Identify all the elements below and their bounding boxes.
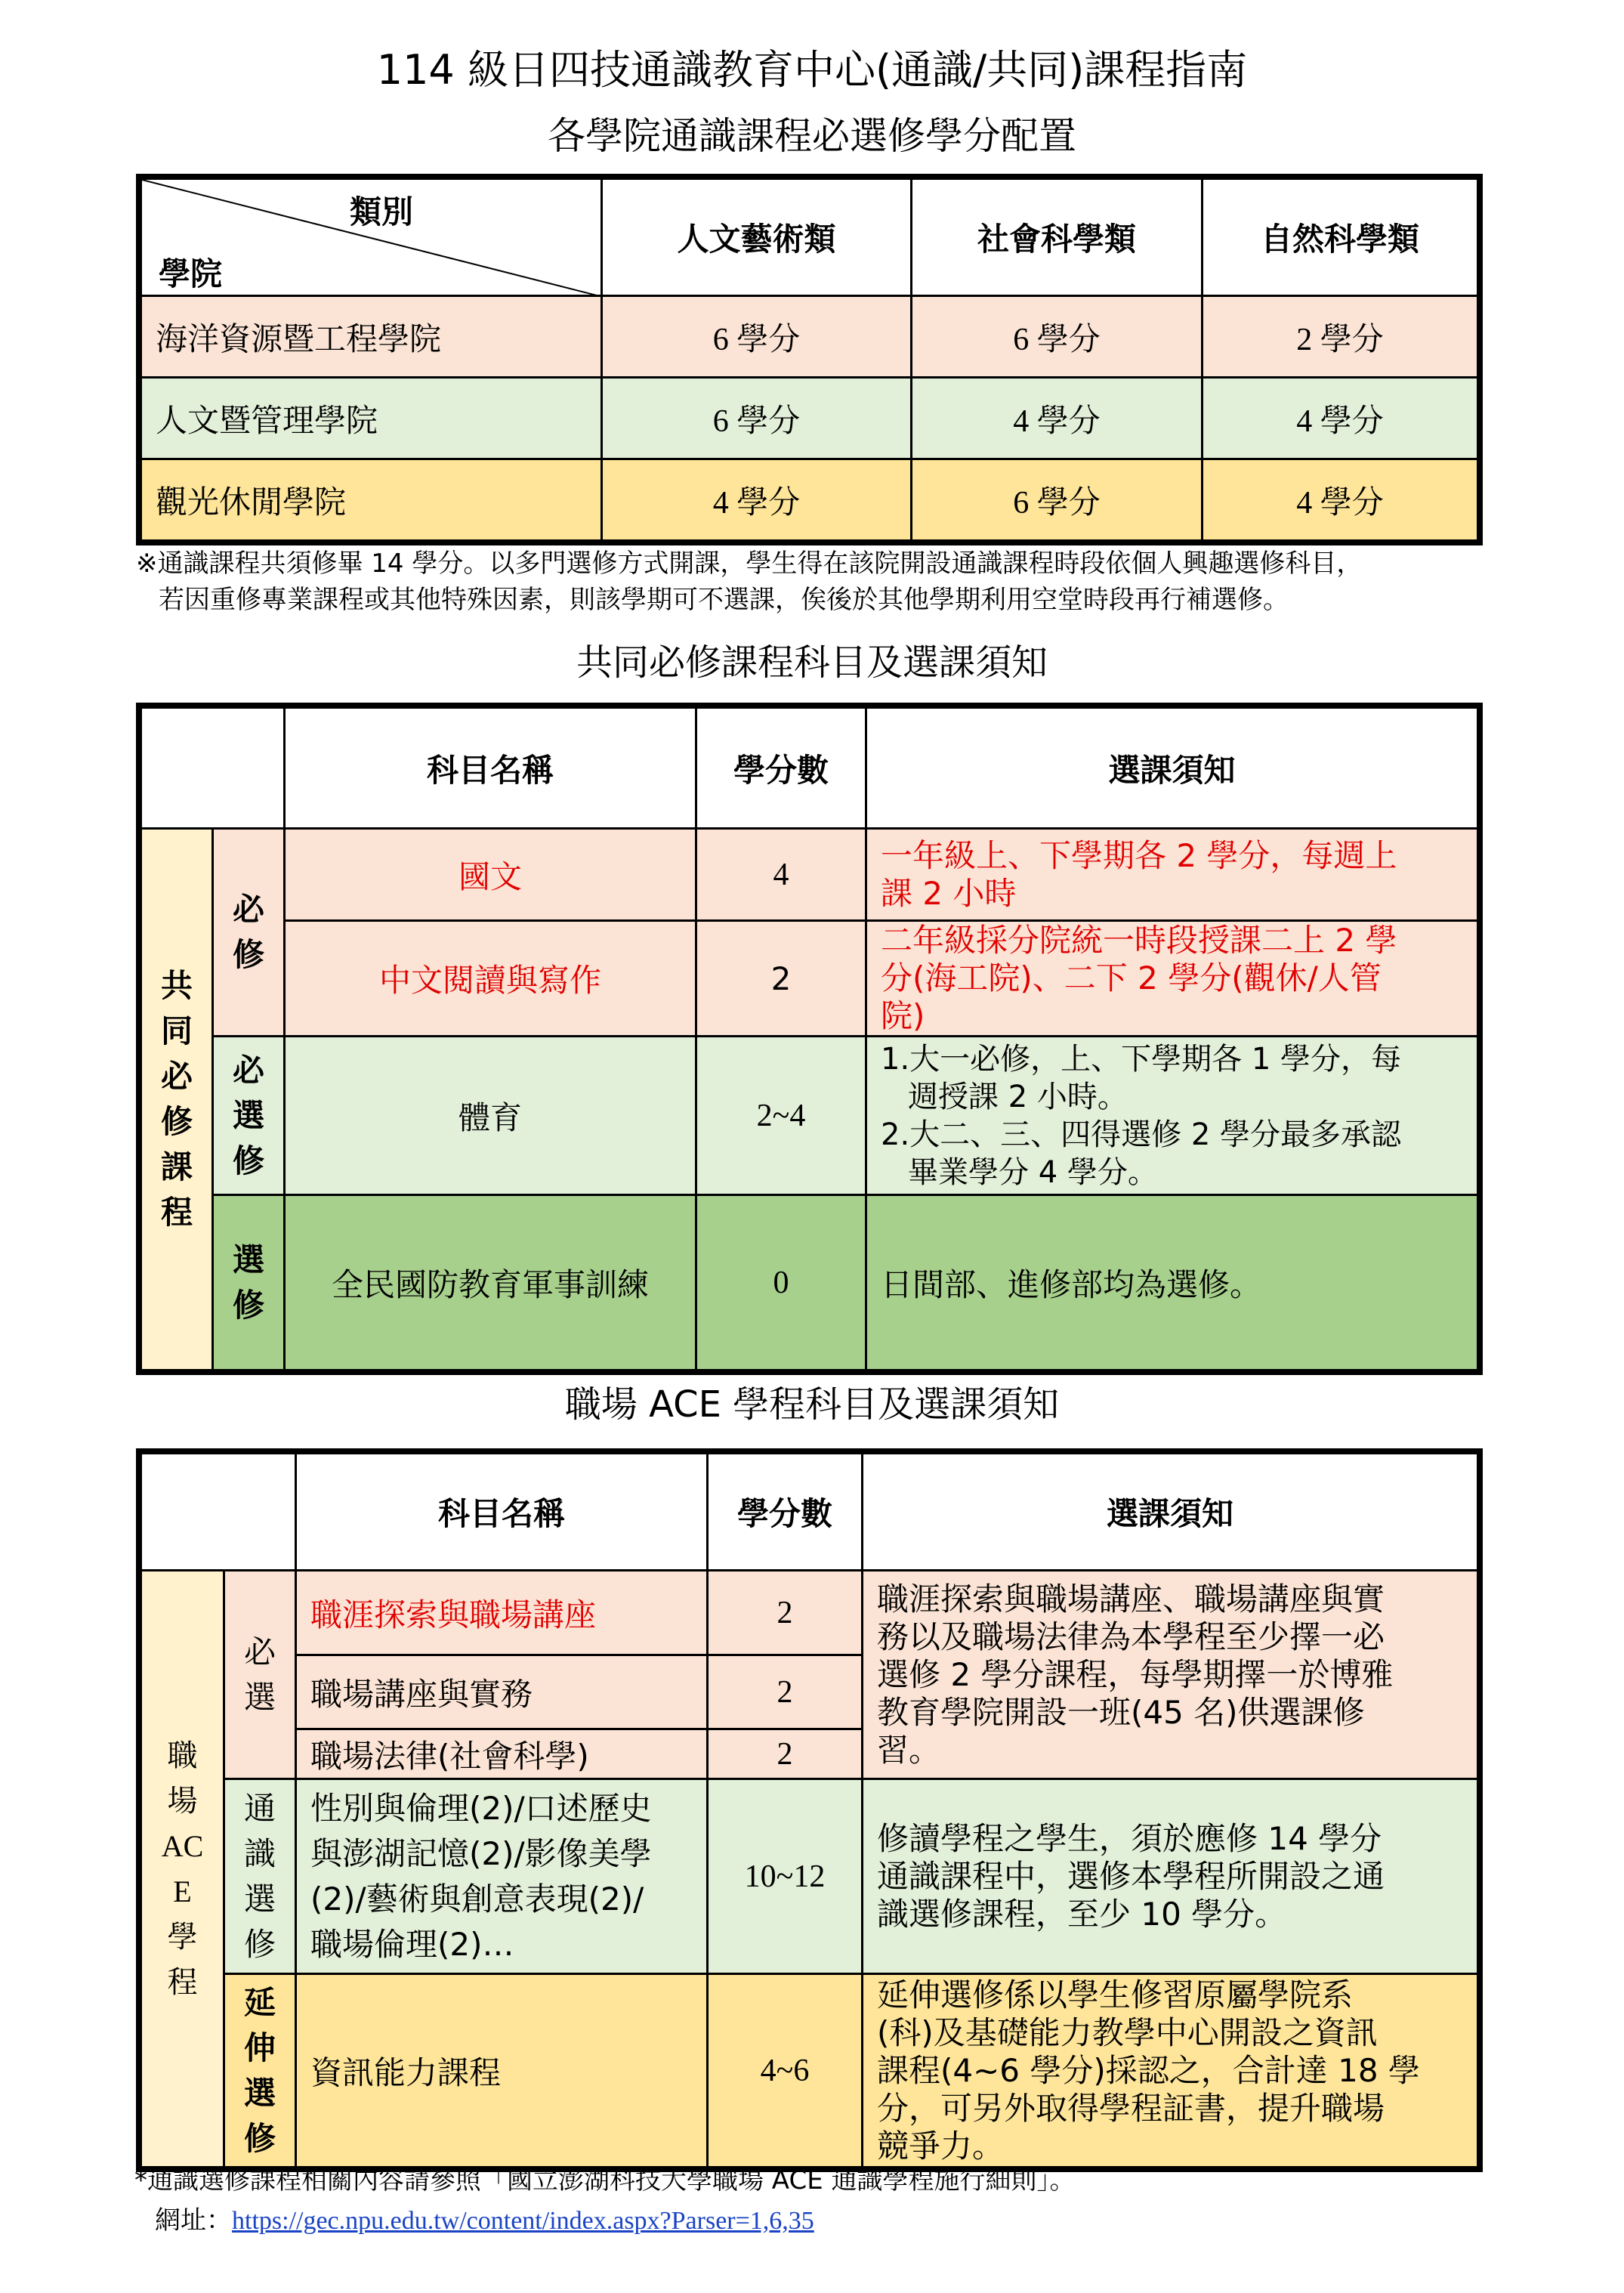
elective-required-label: 必 選 修 <box>213 1037 285 1195</box>
header-college: 學院 <box>159 255 223 292</box>
footer-note: *通識選修課程相關內容請參照「國立澎湖科技大學職場 ACE 通識學程施行細則」。 <box>134 2165 1076 2196</box>
course-credits: 2 <box>708 1571 863 1655</box>
college-name: 海洋資源暨工程學院 <box>141 296 602 378</box>
credit-value: 4 學分 <box>602 459 912 541</box>
credit-value: 4 學分 <box>912 378 1203 459</box>
common-required-table <box>140 706 1479 1371</box>
header-credits: 學分數 <box>696 708 866 829</box>
footer-url-label: 網址： <box>155 2205 232 2236</box>
elective-label: 選 修 <box>213 1195 285 1371</box>
group-label: 職 場 AC E 學 程 <box>141 1571 224 2168</box>
course-name: 性別與倫理(2)/口述歷史 與澎湖記憶(2)/影像美學 (2)/藝術與創意表現(2)/ 職場倫理(2)… <box>296 1779 708 1974</box>
credit-value: 6 學分 <box>602 378 912 459</box>
diagonal-header-cell <box>141 179 602 296</box>
table-row <box>141 459 1478 541</box>
college-name: 觀光休閒學院 <box>141 459 602 541</box>
course-credits: 4~6 <box>708 1974 863 2168</box>
table-row <box>141 1779 1478 1974</box>
section-title: 職場 ACE 學程科目及選課須知 <box>564 1383 1060 1426</box>
required-select-label: 必 選 <box>224 1571 296 1779</box>
header-category: 類別 <box>350 193 414 230</box>
table-row <box>141 1571 1478 1655</box>
ext-elective-label: 延 伸 選 修 <box>224 1974 296 2168</box>
note-line: ※通識課程共須修畢 14 學分。以多門選修方式開課，學生得在該院開設通識課程時段依個人興趣選修科目， <box>136 549 1363 579</box>
col-humanities: 人文藝術類 <box>602 179 912 296</box>
course-notes: 一年級上、下學期各 2 學分，每週上 課 2 小時 <box>866 829 1478 921</box>
col-natural-science: 自然科學類 <box>1203 179 1478 296</box>
course-notes: 1.大一必修，上、下學期各 1 學分，每 週授課 2 小時。 2.大二、三、四得選修 2 學分最多承認 畢業學分 4 學分。 <box>866 1037 1478 1195</box>
header-notes: 選課須知 <box>866 708 1478 829</box>
ace-program-table <box>140 1452 1479 2168</box>
footer-url-line <box>155 2202 814 2239</box>
course-credits: 4 <box>696 829 866 921</box>
course-name: 職場講座與實務 <box>296 1655 708 1729</box>
course-notes: 二年級採分院統一時段授課二上 2 學 分(海工院)、二下 2 學分(觀休/人管 院) <box>866 921 1478 1037</box>
section-title: 共同必修課程科目及選課須知 <box>576 641 1048 684</box>
table-row <box>141 1974 1478 2168</box>
required-label: 必 修 <box>213 829 285 1037</box>
header-notes: 選課須知 <box>863 1454 1478 1571</box>
table-row <box>141 378 1478 459</box>
course-name: 資訊能力課程 <box>296 1974 708 2168</box>
page-title: 114 級日四技通識教育中心(通識/共同)課程指南 <box>376 46 1248 94</box>
course-name: 職涯探索與職場講座 <box>296 1571 708 1655</box>
course-name: 體育 <box>285 1037 696 1195</box>
group-label: 共 同 必 修 課 程 <box>141 829 213 1371</box>
table-row <box>141 829 1478 921</box>
course-credits: 0 <box>696 1195 866 1371</box>
course-credits: 10~12 <box>708 1779 863 1974</box>
header-credits: 學分數 <box>708 1454 863 1571</box>
course-notes: 修讀學程之學生，須於應修 14 學分 通識課程中，選修本學程所開設之通 識選修課程，至少 10 學分。 <box>863 1779 1478 1974</box>
course-credits: 2 <box>708 1729 863 1779</box>
college-name: 人文暨管理學院 <box>141 378 602 459</box>
course-credits: 2~4 <box>696 1037 866 1195</box>
footer-url-link[interactable]: https://gec.npu.edu.tw/content/index.aspx?Parser=1,6,35 <box>232 2207 814 2235</box>
table-row <box>141 296 1478 378</box>
credit-value: 4 學分 <box>1203 378 1478 459</box>
gen-elective-label: 通 識 選 修 <box>224 1779 296 1974</box>
course-name: 國文 <box>285 829 696 921</box>
col-social-science: 社會科學類 <box>912 179 1203 296</box>
table-row <box>141 1195 1478 1371</box>
course-credits: 2 <box>696 921 866 1037</box>
credit-value: 6 學分 <box>912 459 1203 541</box>
credit-value: 2 學分 <box>1203 296 1478 378</box>
credit-value: 4 學分 <box>1203 459 1478 541</box>
table-row <box>141 1037 1478 1195</box>
course-credits: 2 <box>708 1655 863 1729</box>
credit-value: 6 學分 <box>602 296 912 378</box>
credit-allocation-table <box>140 178 1479 542</box>
table-row <box>141 921 1478 1037</box>
page-subtitle: 各學院通識課程必選修學分配置 <box>548 114 1076 158</box>
course-notes: 職涯探索與職場講座、職場講座與實 務以及職場法律為本學程至少擇一必 選修 2 學分課程，每學期擇一於博雅 教育學院開設一班(45 名)供選課修 習。 <box>863 1571 1478 1779</box>
header-course-name: 科目名稱 <box>296 1454 708 1571</box>
course-notes: 延伸選修係以學生修習原屬學院系 (科)及基礎能力教學中心開設之資訊 課程(4~6 學分)採認之，合計達 18 學 分，可另外取得學程証書，提升職場 競爭力。 <box>863 1974 1478 2168</box>
credit-value: 6 學分 <box>912 296 1203 378</box>
course-name: 全民國防教育軍事訓練 <box>285 1195 696 1371</box>
course-name: 中文閱讀與寫作 <box>285 921 696 1037</box>
course-notes: 日間部、進修部均為選修。 <box>866 1195 1478 1371</box>
note-line: 若因重修專業課程或其他特殊因素，則該學期可不選課，俟後於其他學期利用空堂時段再行補選修。 <box>159 585 1289 615</box>
header-course-name: 科目名稱 <box>285 708 696 829</box>
course-name: 職場法律(社會科學) <box>296 1729 708 1779</box>
